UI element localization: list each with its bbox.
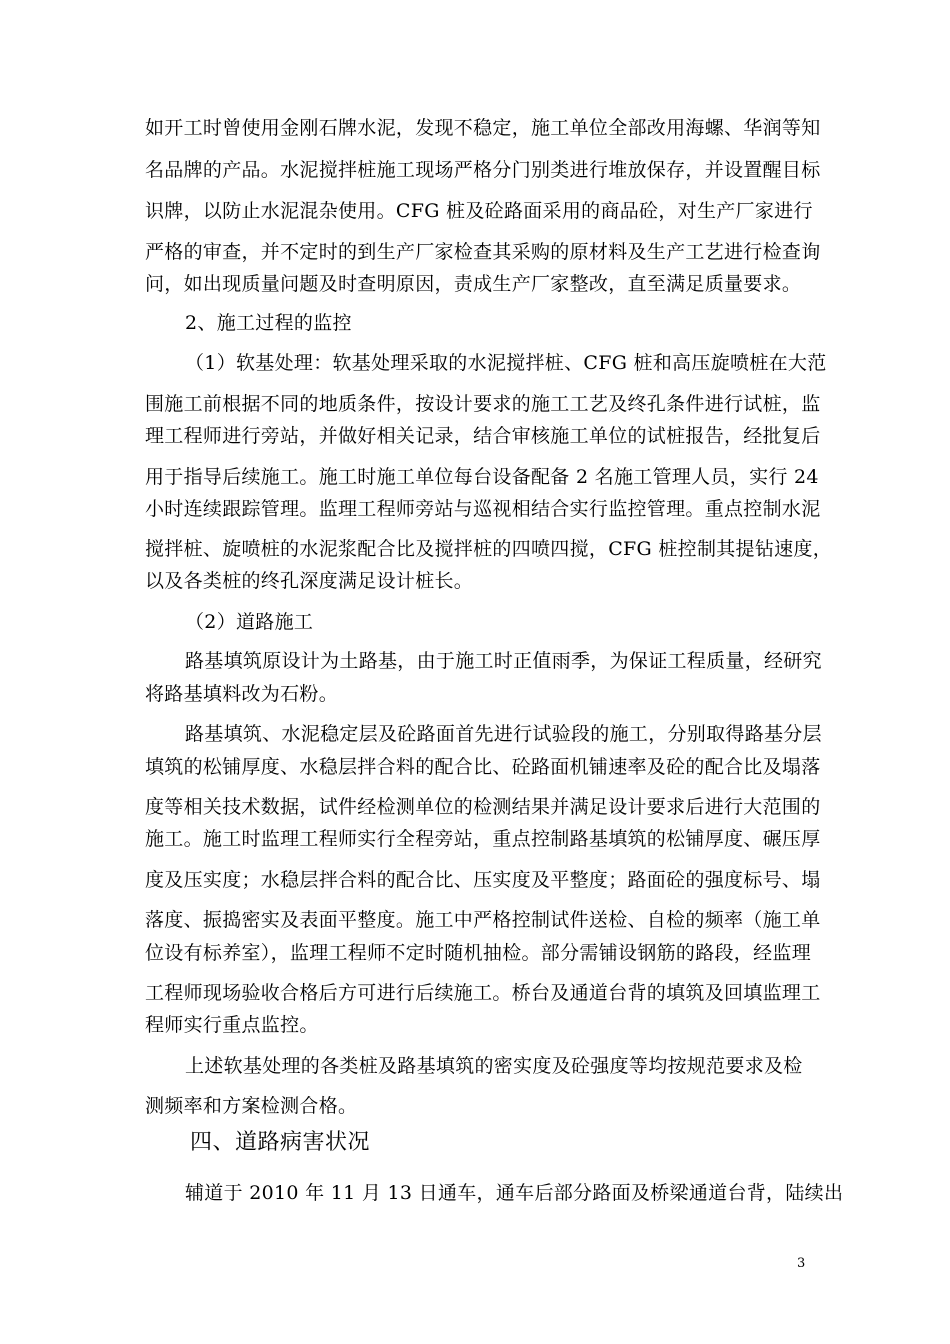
paragraph-line-21: 度及压实度；水稳层拌合料的配合比、压实度及平整度；路面砼的强度标号、塌	[145, 869, 821, 891]
paragraph-line-24: 工程师现场验收合格后方可进行后续施工。桥台及通道台背的填筑及回填监理工	[145, 982, 821, 1004]
paragraph-line-20: 施工。施工时监理工程师实行全程旁站，重点控制路基填筑的松铺厚度、碾压厚	[145, 828, 821, 850]
paragraph-line-5: 问，如出现质量问题及时查明原因，责成生产厂家整改，直至满足质量要求。	[145, 273, 802, 295]
page-number: 3	[797, 1256, 806, 1271]
paragraph-line-26: 上述软基处理的各类桩及路基填筑的密实度及砼强度等均按规范要求及检	[185, 1055, 803, 1077]
paragraph-line-4: 严格的审查，并不定时的到生产厂家检查其采购的原材料及生产工艺进行检查询	[145, 241, 821, 263]
paragraph-line-8: 围施工前根据不同的地质条件，按设计要求的施工工艺及终孔条件进行试桩，监	[145, 393, 821, 415]
subsection-title-construction-monitoring: 2、施工过程的监控	[185, 312, 352, 334]
paragraph-line-12: 搅拌桩、旋喷桩的水泥浆配合比及搅拌桩的四喷四搅，CFG 桩控制其提钻速度，	[145, 538, 833, 560]
paragraph-line-27: 测频率和方案检测合格。	[145, 1095, 358, 1117]
paragraph-line-9: 理工程师进行旁站，并做好相关记录，结合审核施工单位的试桩报告，经批复后	[145, 425, 821, 447]
paragraph-line-7: （1）软基处理：软基处理采取的水泥搅拌桩、CFG 桩和高压旋喷桩在大范	[185, 352, 827, 374]
paragraph-line-1: 如开工时曾使用金刚石牌水泥，发现不稳定，施工单位全部改用海螺、华润等知	[145, 117, 821, 139]
paragraph-line-16: 将路基填料改为石粉。	[145, 683, 339, 705]
section-heading: 四、道路病害状况	[190, 1130, 371, 1155]
paragraph-line-15: 路基填筑原设计为土路基，由于施工时正值雨季，为保证工程质量，经研究	[185, 650, 822, 672]
paragraph-line-18: 填筑的松铺厚度、水稳层拌合料的配合比、砼路面机铺速率及砼的配合比及塌落	[145, 756, 821, 778]
paragraph-line-13: 以及各类桩的终孔深度满足设计桩长。	[145, 570, 474, 592]
paragraph-line-17: 路基填筑、水泥稳定层及砼路面首先进行试验段的施工，分别取得路基分层	[185, 723, 822, 745]
paragraph-line-23: 位设有标养室），监理工程师不定时随机抽检。部分需铺设钢筋的路段，经监理	[145, 942, 812, 964]
paragraph-line-2: 名品牌的产品。水泥搅拌桩施工现场严格分门别类进行堆放保存，并设置醒目标	[145, 159, 821, 181]
paragraph-line-11: 小时连续跟踪管理。监理工程师旁站与巡视相结合实行监控管理。重点控制水泥	[145, 498, 821, 520]
paragraph-line-22: 落度、振捣密实及表面平整度。施工中严格控制试件送检、自检的频率（施工单	[145, 909, 821, 931]
paragraph-line-10: 用于指导后续施工。施工时施工单位每台设备配备 2 名施工管理人员，实行 24	[145, 466, 819, 488]
paragraph-line-19: 度等相关技术数据，试件经检测单位的检测结果并满足设计要求后进行大范围的	[145, 796, 821, 818]
paragraph-line-3: 识牌，以防止水泥混杂使用。CFG 桩及砼路面采用的商品砼，对生产厂家进行	[145, 200, 813, 222]
paragraph-line-25: 程师实行重点监控。	[145, 1014, 319, 1036]
subsection-title-road-construction: （2）道路施工	[185, 611, 314, 633]
paragraph-last-line: 辅道于 2010 年 11 月 13 日通车，通车后部分路面及桥梁通道台背，陆续出	[185, 1182, 844, 1204]
